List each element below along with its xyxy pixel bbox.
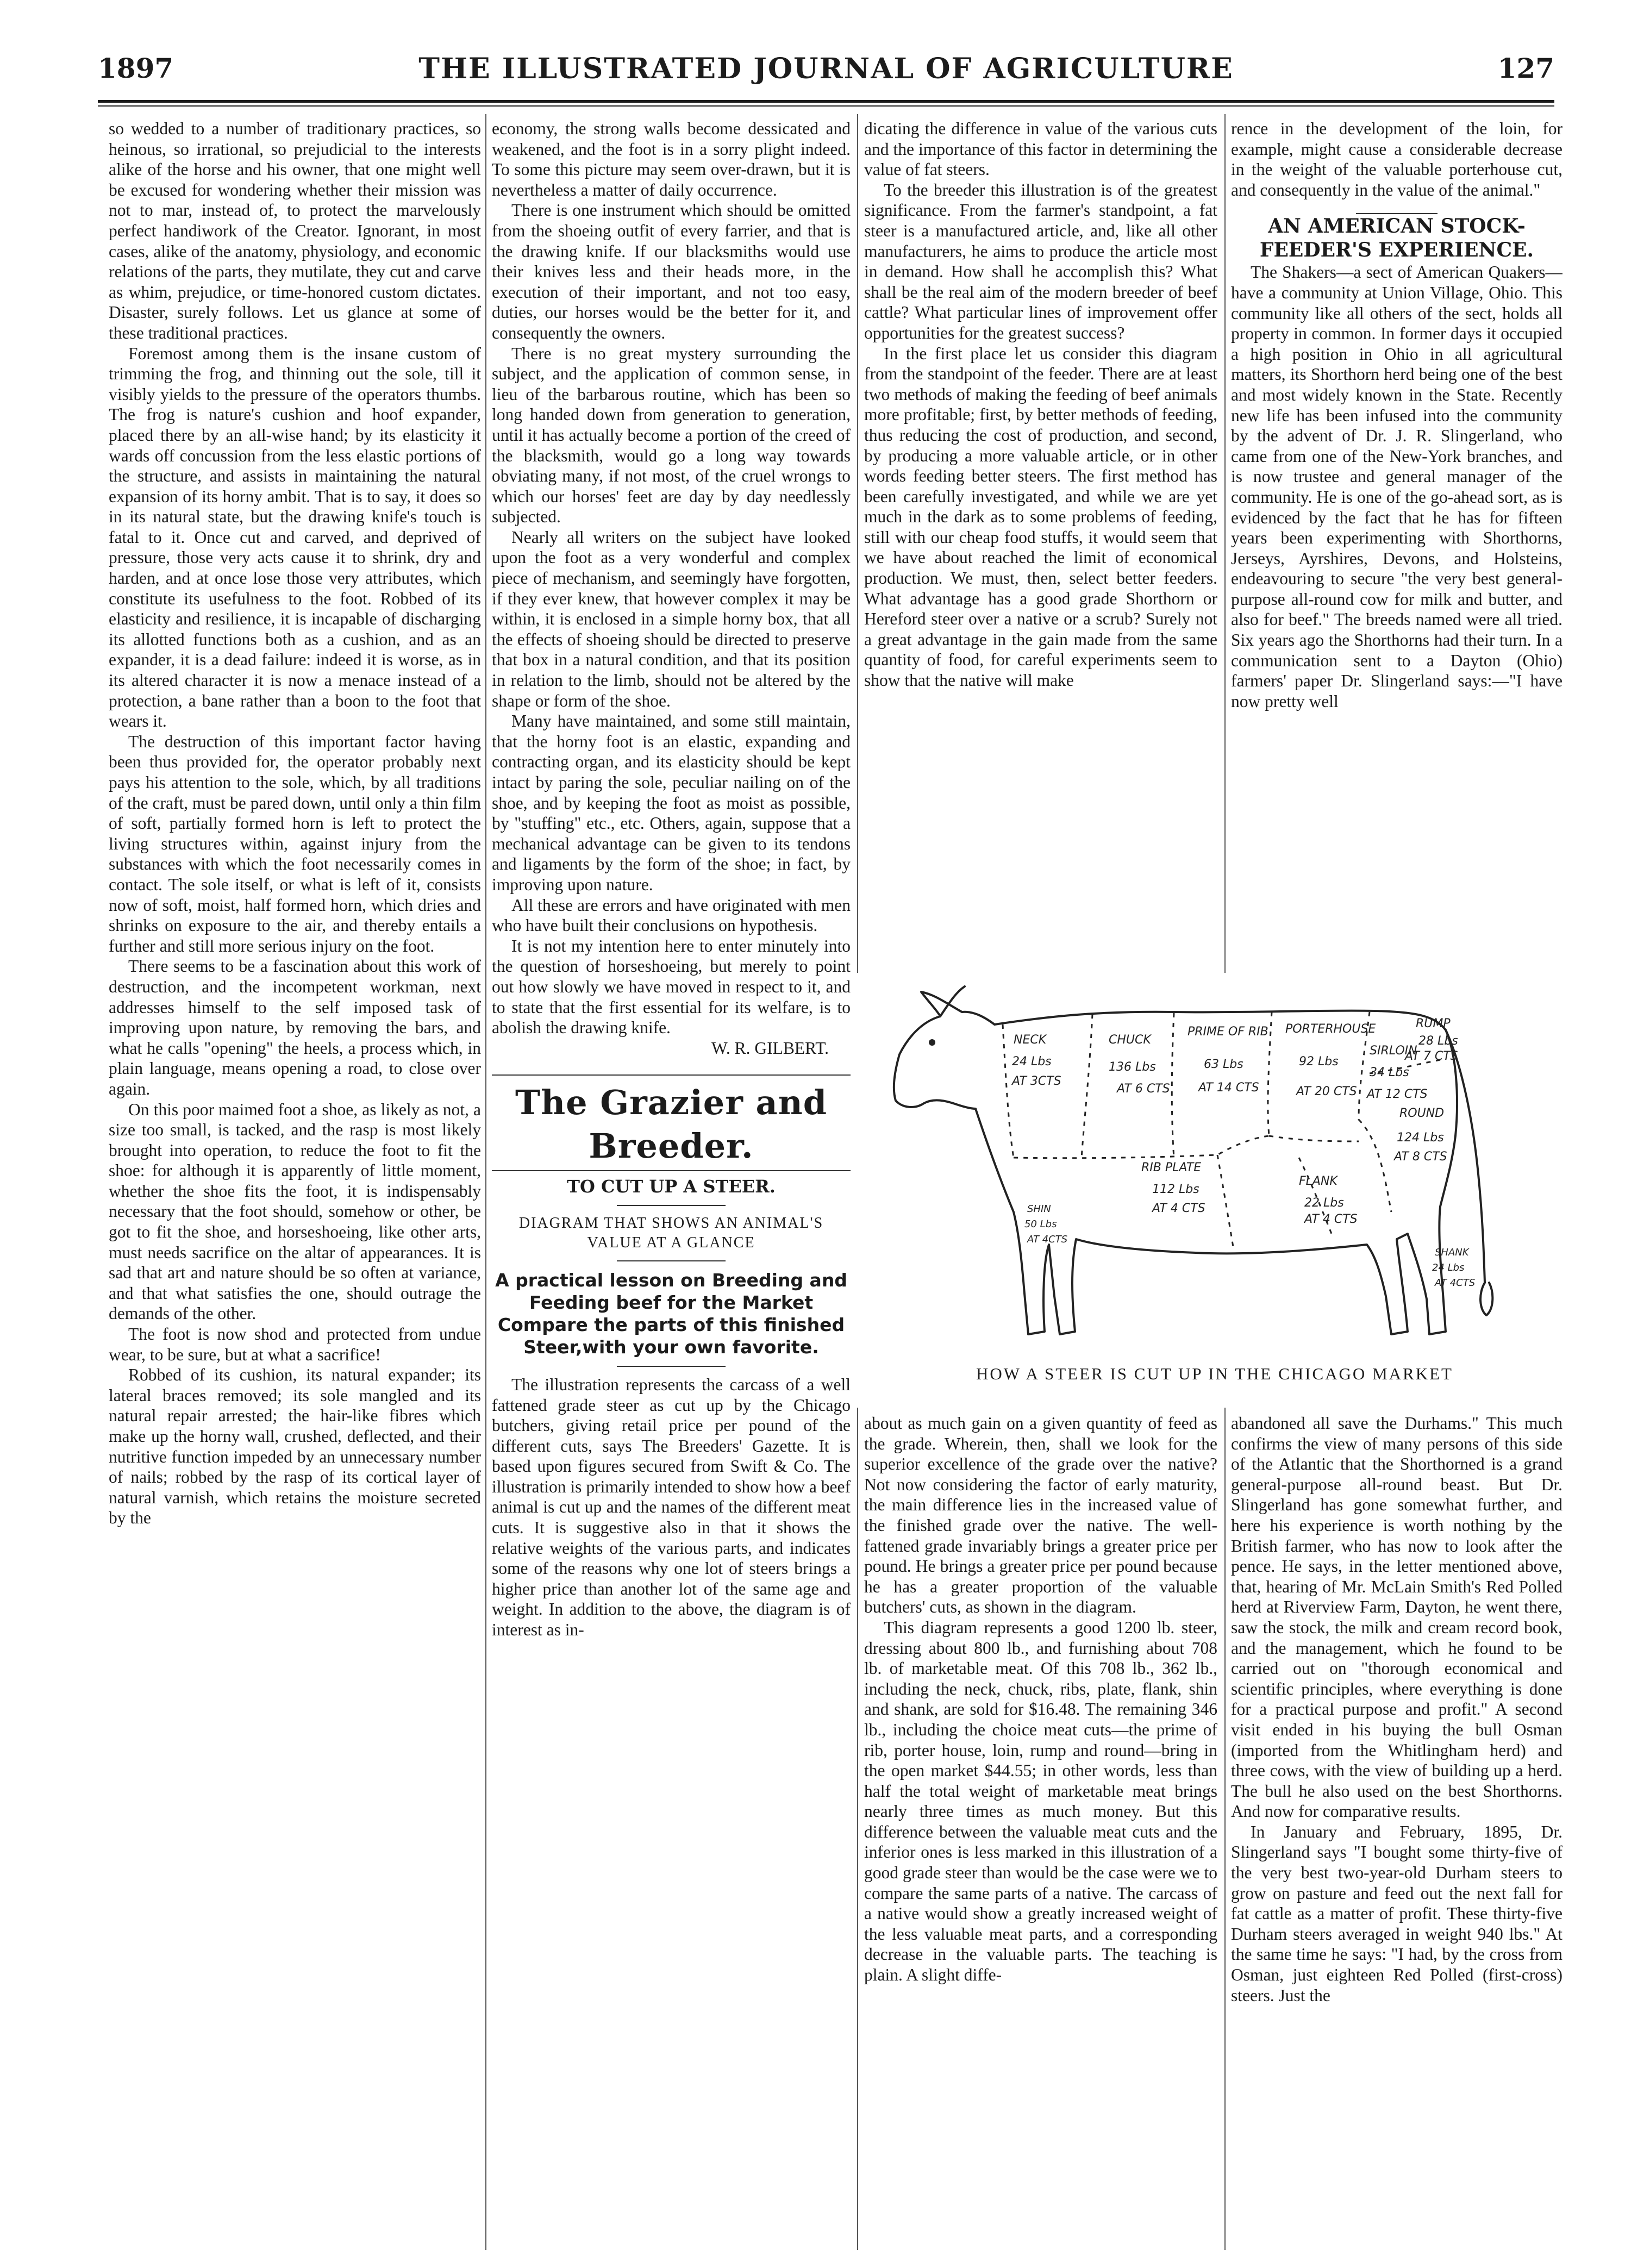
cut-label-round-weight: 124 Lbs <box>1397 1131 1444 1145</box>
paragraph: This diagram represents a good 1200 lb. steer, dressing about 800 lb., and furnishing about 708 lb. of marketable meat. Of this 708 lb., 362 lb., including the neck, chuck, ribs, plate, flank, shin and shank, are sold for $16.48. The remaining 346 lb., including the choice meat cuts—the prime of rib, porter house, loin, rump and round—bring in the open market $44.55; in other words, less than half the total weight of marketable meat brings nearly three times as much money. But this difference between the valuable meat cuts and the inferior ones is less marked in this illustration of a good grade steer than would be the case were we to compare the same parts of a native. The carcass of a native would show a greatly increased weight of the less valuable meat parts, and a corresponding decrease in the valuable parts. The teaching is plain. A slight diffe- <box>864 1617 1217 1985</box>
cut-label-porterhouse-weight: 92 Lbs <box>1299 1055 1339 1069</box>
header-year: 1897 <box>98 52 174 84</box>
cut-label-sirloin-price: AT 12 CTS <box>1367 1088 1428 1101</box>
journal-title: THE ILLUSTRATED JOURNAL OF AGRICULTURE <box>418 52 1234 85</box>
paragraph: It is not my intention here to enter minutely into the question of horseshoeing, but merely to point out how slowly we have moved in respect to it, and to state that the first essential for its welfare, is to abolish the drawing knife. <box>492 936 851 1038</box>
cut-label-plate-price: AT 4 CTS <box>1152 1202 1205 1215</box>
column-divider <box>1224 114 1226 973</box>
article-subhead: DIAGRAM THAT SHOWS AN ANIMAL'S VALUE AT A GLANCE <box>518 1214 824 1251</box>
paragraph: economy, the strong walls become dessicated and weakened, and the foot is in a sorry plight indeed. To some this picture may seem over-drawn, but it is nevertheless a matter of daily occurrence. <box>492 119 851 199</box>
column-divider <box>857 1408 858 2250</box>
paragraph: abandoned all save the Durhams." This much confirms the view of many persons of this side of the Atlantic that the Shorthorned is a grand general-purpose all-round beast. But Dr. Slingerland has gone somewhat further, and here his experience is worth nothing by the British farmer, who has now to look after the pence. He says, in the letter mentioned above, that, hearing of Mr. McLain Smith's Red Polled herd at Riverview Farm, Dayton, he went there, saw the stock, the milk and cream record book, and the management, which he found to be carried out on "thorough economical and scientific principles, where everything is done for a practical purpose and profit." A second visit ended in his buying the bull Osman (imported from the Whitlingham herd) and three cows, with the view of building up a herd. The bull he also used on the best Shorthorns. And now for comparative results. <box>1231 1414 1562 1821</box>
cut-label-shin-price: AT 4CTS <box>1027 1234 1068 1245</box>
paragraph: There seems to be a fascination about this work of destruction, and the incompetent workman, next addresses himself to the self imposed task of improving upon nature, by removing the bars, and what he calls "opening" the heels, a process which, in plain language, means opening a road, to close over again. <box>109 957 481 1098</box>
page-header <box>98 49 1554 98</box>
article-headline: TO CUT UP A STEER. <box>567 1176 776 1197</box>
cut-label-neck-weight: 24 Lbs <box>1012 1055 1052 1069</box>
paragraph: The foot is now shod and protected from undue wear, to be sure, but at what a sacrifice! <box>109 1324 481 1364</box>
page-number: 127 <box>1497 52 1554 84</box>
section-rule <box>492 1074 851 1076</box>
paragraph: There is no great mystery surrounding the subject, and the application of common sense, in lieu of the barbarous routine, which has been so long handed down from generation to generation, until it has actually become a portion of the creed of the blacksmith, would go a long way towards obviating many, if not most, of the cruel wrongs to which our horses' feet are day by day needlessly subjected. <box>492 343 851 527</box>
paragraph: In the first place let us consider this diagram from the standpoint of the feeder. There are at least two methods of making the feeding of beef animals more profitable; first, by better methods of feeding, thus reducing the cost of production, and second, by producing a more valuable article, or in other words feeding better steers. The first method has been carefully investigated, and while we are yet much in the dark as to some problems of feeding, still with our cheap food stuffs, it would seem that we have about reached the limit of economical production. We must, then, select better feeders. What advantage has a good grade Shorthorn or Hereford steer over a native or a scrub? Surely not a great advantage in the gain made from the same quantity of food, for careful experiments seem to show that the native will make <box>864 343 1217 690</box>
paragraph: The Shakers—a sect of American Quakers—have a community at Union Village, Ohio. This community like all others of the sect, holds all property in common. In former days it occupied a high position in Ohio in all agricultural matters, its Shorthorn herd being one of the best and most widely known in the State. Recently new life has been infused into the community by the advent of Dr. J. R. Slingerland, who came from one of the New-York branches, and is now trustee and general manager of the community. He is one of the go-ahead sort, as is evidenced by the fact that he has for fifteen years been experimenting with Shorthorns, Jerseys, Ayrshires, Devons, and Holsteins, endeavouring to secure "the very best general-purpose all-round cow for milk and butter, and also for beef." The breeds named were all tried. Six years ago the Shorthorns had their turn. In a communication sent to a Dayton (Ohio) farmers' paper Dr. Slingerland says:—"I have now pretty well <box>1231 263 1562 711</box>
paragraph: so wedded to a number of traditionary practices, so heinous, so irrational, so prejudicial to the interests alike of the horse and his owner, that one might well be excused for wondering whether their mission was not to mar, instead of, to protect the marvelously perfect handiwork of the Creator. Ignorant, in most cases, alike of the anatomy, physiology, and economic relations of the parts, they mutilate, they cut and carve as whim, prejudice, or time-honored custom dictates. Disaster, surely follows. Let us glance at some of these traditional practices. <box>109 119 481 342</box>
cut-label-round: ROUND <box>1399 1107 1445 1120</box>
cut-label-sirloin: SIRLOIN <box>1370 1044 1417 1058</box>
column-3-bottom <box>864 1413 1217 2250</box>
cut-label-rump-price: AT 7 CTS <box>1405 1049 1458 1063</box>
short-rule <box>617 1205 726 1206</box>
cut-label-shin-weight: 50 Lbs <box>1024 1219 1057 1230</box>
cut-label-flank-weight: 22 Lbs <box>1304 1196 1344 1210</box>
section-rule <box>492 1170 851 1171</box>
column-4-bottom <box>1231 1413 1562 2250</box>
cut-label-rib-plate: RIB PLATE <box>1141 1161 1202 1174</box>
column-divider <box>1224 1408 1226 2250</box>
eye <box>929 1039 935 1046</box>
cut-label-neck: NECK <box>1014 1033 1047 1047</box>
cut-label-shank-price: AT 4CTS <box>1435 1277 1476 1289</box>
paragraph: On this poor maimed foot a shoe, as likely as not, a size too small, is tacked, and the rasp is most likely brought into operation, to reduce the foot to fit the shoe: for although it is apparently of little moment, whether the shoe fits the foot, it is indispensably necessary that the foot should, somehow or other, be got to fit the shoe, and horseshoeing, like other arts, must needs sacrifice on the altar of appearances. It is sad that art and nature should be so often at variance, and that what satisfies the one, should outrage the demands of the other. <box>109 1099 481 1323</box>
paragraph: rence in the development of the loin, for example, might cause a considerable decrease in the weight of the valuable porterhouse cut, and consequently in the value of the animal." <box>1231 119 1562 199</box>
paragraph: dicating the difference in value of the various cuts and the importance of this factor in determining the value of fat steers. <box>864 119 1217 179</box>
cut-label-porterhouse: PORTERHOUSE <box>1285 1022 1376 1036</box>
cut-label-rump: RUMP <box>1416 1017 1451 1030</box>
cut-label-chuck: CHUCK <box>1109 1033 1151 1047</box>
paragraph: Foremost among them is the insane custom of trimming the frog, and thinning out the sole, till it visibly yields to the pressure of the operators thumbs. The frog is nature's cushion and hoof expander, placed there by an all-wise hand; by its elasticity it wards off concussion from the less elastic portions of the structure, and assists in maintaining the natural expansion of its horny ambit. That is to say, it does so in its natural state, but the drawing knife's touch is fatal to it. Once cut and carved, and deprived of pressure, those very acts cause it to shrink, dry and harden, and at once lose those very attributes, which constitute its usefulness to the foot. Robbed of its elasticity and resilience, it is incapable of discharging its allotted functions both as a cushion, and as an expander, it is a dead failure: indeed it is worse, as in its altered character it is now a menace instead of a protection, a bane rather than a boon to the foot that wears it. <box>109 343 481 731</box>
cut-label-round-price: AT 8 CTS <box>1394 1150 1447 1164</box>
column-1 <box>109 118 481 2249</box>
paragraph: In January and February, 1895, Dr. Slingerland says "I bought some thirty-five of the very best two-year-old Durham steers to grow on pasture and feed out the next fall for fat cattle as a matter of profit. These thirty-five Durham steers averaged in weight 940 lbs." At the same time he says: "I had, by the cross from Osman, just eighteen Red Polled (first-cross) steers. Just the <box>1231 1822 1562 2005</box>
author-signature: W. R. GILBERT. <box>711 1038 829 1058</box>
column-2 <box>492 118 851 2249</box>
column-divider <box>485 114 486 2250</box>
section-title: The Grazier and Breeder. <box>515 1083 828 1166</box>
article-lead: A practical lesson on Breeding and Feeding beef for the Market Compare the parts of this finished Steer,with your own favorite. <box>495 1269 847 1358</box>
cut-label-shin: SHIN <box>1027 1203 1051 1215</box>
cut-label-chuck-price: AT 6 CTS <box>1117 1082 1170 1096</box>
cut-label-sirloin-weight: 34 Lbs <box>1370 1066 1409 1079</box>
paragraph: The illustration represents the carcass of a well fattened grade steer as cut up by the Chicago butchers, giving retail price per pound of the different cuts, says The Breeders' Gazette. It is based upon figures secured from Swift & Co. The illustration is primarily intended to show how a beef animal is cut up and the names of the different meat cuts. It is suggestive also in that it shows the relative weights of the various parts, and indicates some of the reasons why one lot of steers brings a higher price than another lot of the same age and weight. In addition to the above, the diagram is of interest as in- <box>492 1374 851 1640</box>
column-3-top <box>864 118 1217 977</box>
header-rule-thick <box>98 100 1554 103</box>
cut-label-neck-price: AT 3CTS <box>1012 1074 1061 1088</box>
paragraph: The destruction of this important factor having been thus provided for, the operator probably next pays his attention to the sole, which, by all traditions of the craft, must be pared down, until only a thin film of soft, partially formed horn is left to protect the living structures within, against injury from the substances with which the foot necessarily comes in contact. The sole itself, or what is left of it, consists now of soft, moist, half formed horn, which dries and shrinks on exposure to the air, and thereby entails a further and still more serious injury on the foot. <box>109 732 481 955</box>
paragraph: Many have maintained, and some still maintain, that the horny foot is an elastic, expanding and contracting organ, and its elasticity should be kept intact by paring the sole, peculiar nailing on of the shoe, and by keeping the foot as moist as possible, by "stuffing" etc., etc. Others, again, suppose that a mechanical advantage can be given to its tendons and ligaments by the form of the shoe; in fact, by improving upon nature. <box>492 711 851 894</box>
short-rule <box>617 1366 726 1367</box>
column-4-top <box>1231 118 1562 977</box>
header-rule-thin <box>98 105 1554 107</box>
figure-caption: HOW A STEER IS CUT UP IN THE CHICAGO MARKET <box>976 1364 1453 1383</box>
cut-label-plate-weight: 112 Lbs <box>1152 1183 1199 1196</box>
paragraph: about as much gain on a given quantity of feed as the grade. Wherein, then, shall we look for the superior excellence of the grade over the native? Not now considering the factor of early maturity, the main difference lies in the increased value of the finished grade over the native. The well-fattened grade invariably brings a greater price per pound. He brings a greater price per pound because he has a greater proportion of the valuable butchers' cuts, as shown in the diagram. <box>864 1414 1217 1617</box>
short-rule <box>617 1260 726 1261</box>
cut-label-chuck-weight: 136 Lbs <box>1109 1060 1156 1074</box>
cut-label-porterhouse-price: AT 20 CTS <box>1296 1085 1357 1098</box>
cut-label-flank-price: AT 4 CTS <box>1304 1213 1358 1226</box>
cut-label-shank-weight: 24 Lbs <box>1432 1262 1465 1273</box>
paragraph: There is one instrument which should be omitted from the shoeing outfit of every farrier, and that is the drawing knife. If our blacksmiths would use their knives less and their heads more, in the execution of their important, and not too easy, duties, our horses would be the better for it, and consequently the owners. <box>492 201 851 342</box>
column-divider <box>857 114 858 973</box>
cut-label-rib-price: AT 14 CTS <box>1198 1081 1259 1095</box>
cut-label-flank: FLANK <box>1299 1174 1338 1188</box>
paragraph: Robbed of its cushion, its natural expander; its lateral braces removed; its sole mangled and its natural repair arrested; the hair-like fibres which make up the horny wall, crushed, deflected, and their nutritive function impeded by an unnecessary number of nails; robbed by the rasp of its cortical layer of natural varnish, which retains the moisture secreted by the <box>109 1365 481 1528</box>
cut-label-rump-weight: 28 Lbs <box>1418 1034 1458 1048</box>
paragraph: All these are errors and have originated with men who have built their conclusions on hypothesis. <box>492 895 851 935</box>
steer-cut-diagram <box>870 978 1554 1391</box>
cut-label-shank: SHANK <box>1435 1247 1469 1258</box>
paragraph: Nearly all writers on the subject have looked upon the foot as a very wonderful and complex piece of mechanism, and seemingly have forgotten, if they ever knew, that however complex it may be within, it is enclosed in a simple horny box, that all the effects of shoeing should be directed to preserve that box in a natural condition, and that its position in relation to the limb, should not be altered by the shape or form of the shoe. <box>492 527 851 710</box>
cut-label-rib-weight: 63 Lbs <box>1204 1058 1243 1071</box>
article-headline: AN AMERICAN STOCK-FEEDER'S EXPERIENCE. <box>1259 215 1534 262</box>
paragraph: To the breeder this illustration is of the greatest significance. From the farmer's standpoint, a fat steer is a manufactured article, and, like all other manufacturers, he aims to produce the article most in demand. How shall he accomplish this? What shall be the real aim of the modern breeder of beef cattle? What particular lines of improvement offer opportunities for the greatest success? <box>864 180 1217 342</box>
cut-label-prime-rib: PRIME OF RIB <box>1188 1025 1268 1039</box>
